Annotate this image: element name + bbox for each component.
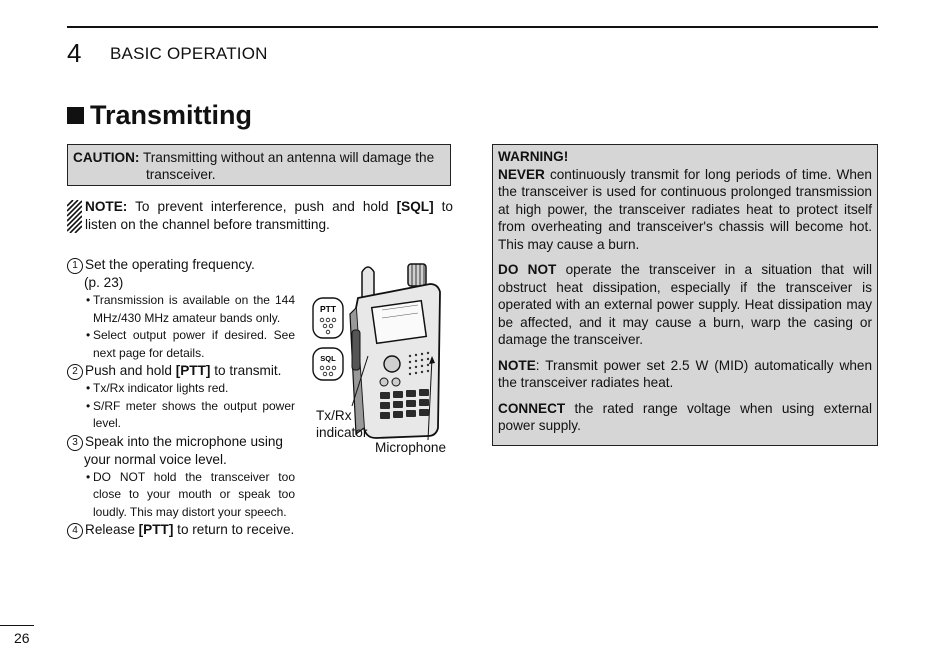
step-1 xyxy=(67,256,307,274)
note-text xyxy=(85,198,453,234)
bullet-item xyxy=(67,292,295,327)
step-number: 2 xyxy=(67,364,83,380)
caution-label: CAUTION: xyxy=(73,150,140,165)
footer-rule xyxy=(0,625,34,626)
warning-title: WARNING! xyxy=(498,149,569,164)
step-2 xyxy=(67,362,307,380)
step-subtext: (p. 23) xyxy=(84,275,124,290)
section-title-text: Transmitting xyxy=(90,100,253,130)
txrx-indicator-label xyxy=(316,407,367,441)
page-number: 26 xyxy=(14,630,30,646)
step-text: your normal voice level. xyxy=(84,451,227,467)
txrx-label-line: indicator xyxy=(316,425,368,440)
steps-list xyxy=(67,256,307,539)
bullet-item xyxy=(67,380,295,398)
note-hatch-icon xyxy=(67,200,82,233)
warning-key: NEVER xyxy=(498,166,545,182)
txrx-label-line: Tx/Rx xyxy=(316,408,352,423)
caution-text-1: Transmitting without an antenna will damage the xyxy=(142,150,435,165)
bullet-text: • DO NOT hold the transceiver too close to your mouth or speak too loudly. This may distort your speech. xyxy=(93,469,295,519)
sql-badge-label: SQL xyxy=(320,354,336,363)
warning-key: DO NOT xyxy=(498,262,557,277)
step-text: Release xyxy=(85,522,135,537)
warning-text: continuously transmit for long periods of time. When the transceiver is used for continuous prolonged transmission at high power, the transceiver radiates heat to protect itself from overheating and transceiver's chassis will become hot. This may cause a burn. xyxy=(498,166,872,252)
step-number: 4 xyxy=(67,523,83,539)
warning-paragraph xyxy=(498,166,872,254)
header-rule xyxy=(67,26,878,28)
step-text: Speak into the microphone using xyxy=(85,433,283,449)
bullet-item xyxy=(67,327,295,362)
step-text: Push and hold xyxy=(85,363,172,378)
warning-key: NOTE xyxy=(498,357,536,373)
step-number: 3 xyxy=(67,435,83,451)
step-4 xyxy=(67,521,307,539)
step-text: Set the operating frequency. xyxy=(85,257,255,272)
bullet-item xyxy=(67,398,295,433)
caution-text-2: transceiver. xyxy=(146,167,216,182)
note-key: [SQL] xyxy=(396,199,434,214)
step-text: to return to receive. xyxy=(177,522,295,537)
step-key: [PTT] xyxy=(138,522,174,537)
note-text-b: to listen on the channel before transmitting. xyxy=(85,199,453,232)
step-number: 1 xyxy=(67,258,83,274)
bullet-text: • Transmission is available on the 144 MHz/430 MHz amateur bands only. xyxy=(93,293,295,325)
step-3 xyxy=(67,433,307,451)
warning-text: operate the transceiver in a situation that will obstruct heat dissipation, especially if the transceiver is operated with an external power supply. Heat dissipation may be affected, and it may cause a burn, warp the casing or damage the transceiver. xyxy=(498,262,872,347)
note-text-a: To prevent interference, push and hold xyxy=(135,199,389,214)
warning-paragraph xyxy=(498,261,872,349)
chapter-title: BASIC OPERATION xyxy=(110,44,268,63)
warning-text: the rated range voltage when using external power supply. xyxy=(498,400,872,433)
caution-box xyxy=(67,144,451,186)
bullet-item xyxy=(67,469,295,522)
warning-key: CONNECT xyxy=(498,400,566,416)
bullet-text: • S/RF meter shows the output power level. xyxy=(93,398,295,430)
chapter-number: 4 xyxy=(67,38,82,68)
warning-paragraph xyxy=(498,357,872,392)
bullet-text: • Select output power if desired. See next page for details. xyxy=(93,328,295,360)
step-text: to transmit. xyxy=(214,363,282,378)
warning-text: : Transmit power set 2.5 W (MID) automatically when the transceiver radiates heat. xyxy=(498,357,872,390)
section-title xyxy=(67,100,252,131)
warning-box xyxy=(492,144,878,446)
microphone-label: Microphone xyxy=(375,440,447,455)
warning-paragraph xyxy=(498,400,872,435)
section-square-icon xyxy=(67,107,84,124)
note-label: NOTE: xyxy=(85,199,128,214)
ptt-badge-label: PTT xyxy=(319,304,337,314)
step-key: [PTT] xyxy=(175,363,211,378)
bullet-text: • Tx/Rx indicator lights red. xyxy=(93,381,229,395)
